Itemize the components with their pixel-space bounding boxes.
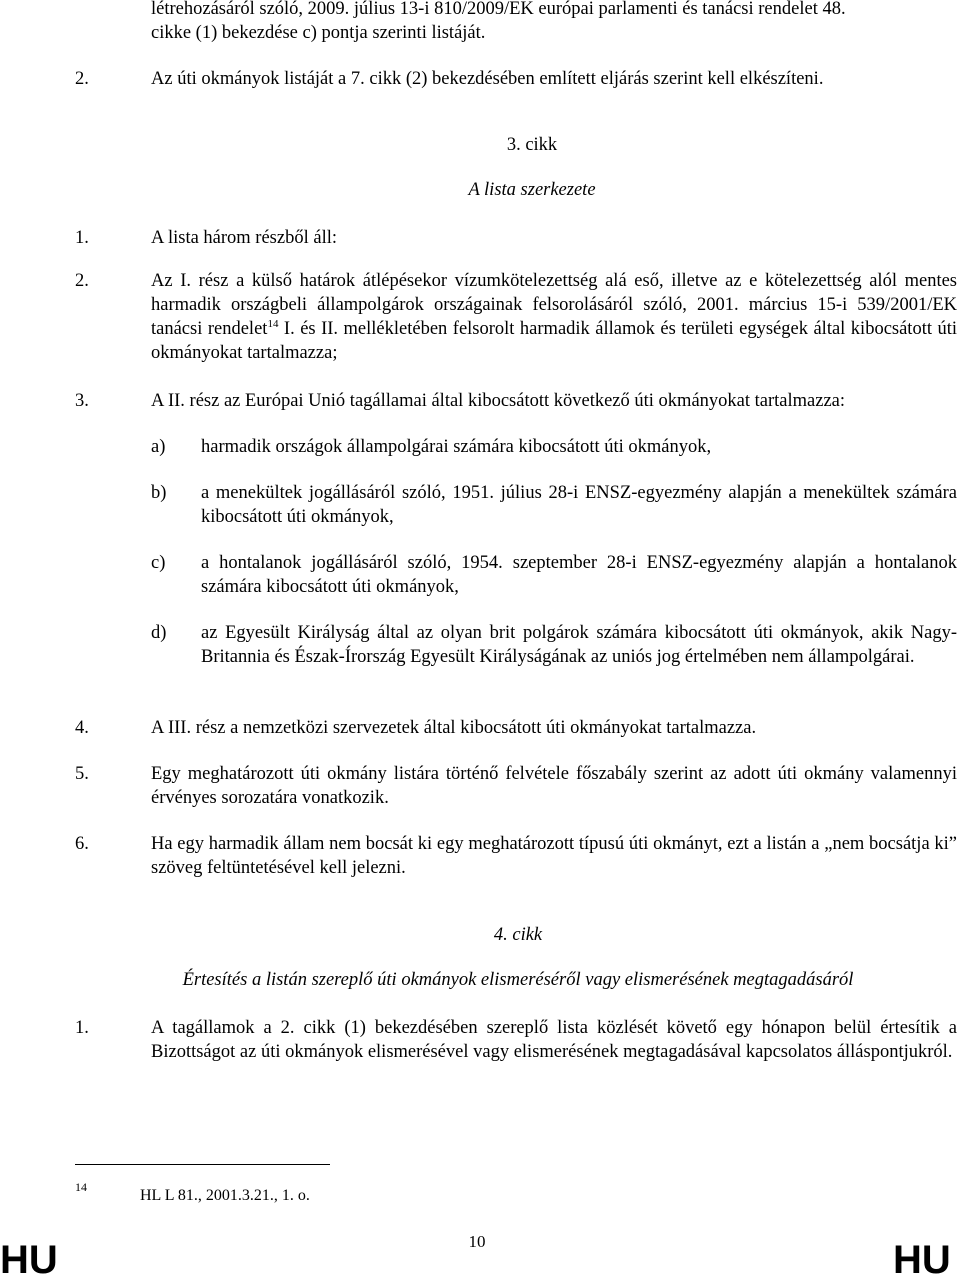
item-number: 4. [75,718,89,738]
footnote-separator [75,1164,330,1165]
item-text: Az I. rész a külső határok átlépésekor vízumkötelezettség alá eső, illetve az e kötelezettség alól mentes harmadik országbeli állampolgárok országainak felsorolásáról szóló, 2001. március 15-i 539/2001/EK tanácsi rendelet$^{14}$ I. és II. mellékletében felsorolt harmadik államok és területi egységek által kibocsátott úti okmányokat tartalmazza; [151,271,958,363]
item-text: A tagállamok a 2. cikk (1) bekezdésében szereplő lista közlését követő egy hónapon belül értesítik a Bizottságot az úti okmányok elismerésével vagy elismerésének megtagadásával kapcsolatos álláspontjukról. [151,1018,957,1062]
page-number: 10 [468,1232,486,1251]
language-code-right: HU [893,1238,951,1282]
subitem-text: az Egyesült Királyság által az olyan brit polgárok számára kibocsátott úti okmányok, akik Nagy-Britannia és Észak-Írország Egyesült Királyságának az uniós jog értelmében nem állampolgárai. [201,623,957,667]
footnote-text: HL L 81., 2001.3.21., 1. o. [140,1187,310,1204]
subitem-text: a menekültek jogállásáról szóló, 1951. július 28-i ENSZ-egyezmény alapján a menekültek számára kibocsátott úti okmányok, [201,483,957,527]
item-text: A II. rész az Európai Unió tagállamai által kibocsátott következő úti okmányokat tartalmazza: [151,391,846,411]
footnote-number: 14 [75,1180,87,1194]
subitem-text: harmadik országok állampolgárai számára kibocsátott úti okmányok, [201,437,712,457]
item-text: Egy meghatározott úti okmány listára történő felvétele főszabály szerint az adott úti okmány valamennyi érvényes sorozatára vonatkozik. [151,764,957,808]
item-number: 2. [75,271,89,291]
footnote-reference: 14 [267,318,279,330]
continuation-line-2: cikke (1) bekezdése c) pontja szerinti listáját. [151,23,486,43]
subitem-label: c) [151,553,166,573]
subitem-label: a) [151,437,166,457]
item-number: 1. [75,228,89,248]
item-number: 1. [75,1018,89,1038]
article-4-heading: 4. cikk [493,925,543,945]
item-text: Az úti okmányok listáját a 7. cikk (2) bekezdésében említett eljárás szerint kell elkészíteni. [151,69,824,89]
item-number: 5. [75,764,89,784]
item-text: Ha egy harmadik állam nem bocsát ki egy meghatározott típusú úti okmányt, ezt a listán a „nem bocsátja ki” szöveg feltüntetésével kell jelezni. [151,834,957,878]
continuation-line-1: létrehozásáról szóló, 2009. július 13-i 810/2009/EK európai parlamenti és tanácsi rendelet 48. [151,0,846,19]
subitem-label: b) [151,483,167,503]
article-4-title: Értesítés a listán szereplő úti okmányok elismeréséről vagy elismerésének megtagadásáról [182,970,854,990]
item-text: A lista három részből áll: [151,228,337,248]
subitem-label: d) [151,623,167,643]
subitem-text: a hontalanok jogállásáról szóló, 1954. szeptember 28-i ENSZ-egyezmény alapján a hontalanok számára kibocsátott úti okmányok, [201,553,957,597]
item-number: 3. [75,391,89,411]
item-number: 2. [75,69,89,89]
article-3-heading: 3. cikk [506,135,558,155]
item-text: A III. rész a nemzetközi szervezetek által kibocsátott úti okmányokat tartalmazza. [151,718,757,738]
article-3-title: A lista szerkezete [468,180,596,200]
language-code-left: HU [0,1238,58,1282]
item-number: 6. [75,834,89,854]
